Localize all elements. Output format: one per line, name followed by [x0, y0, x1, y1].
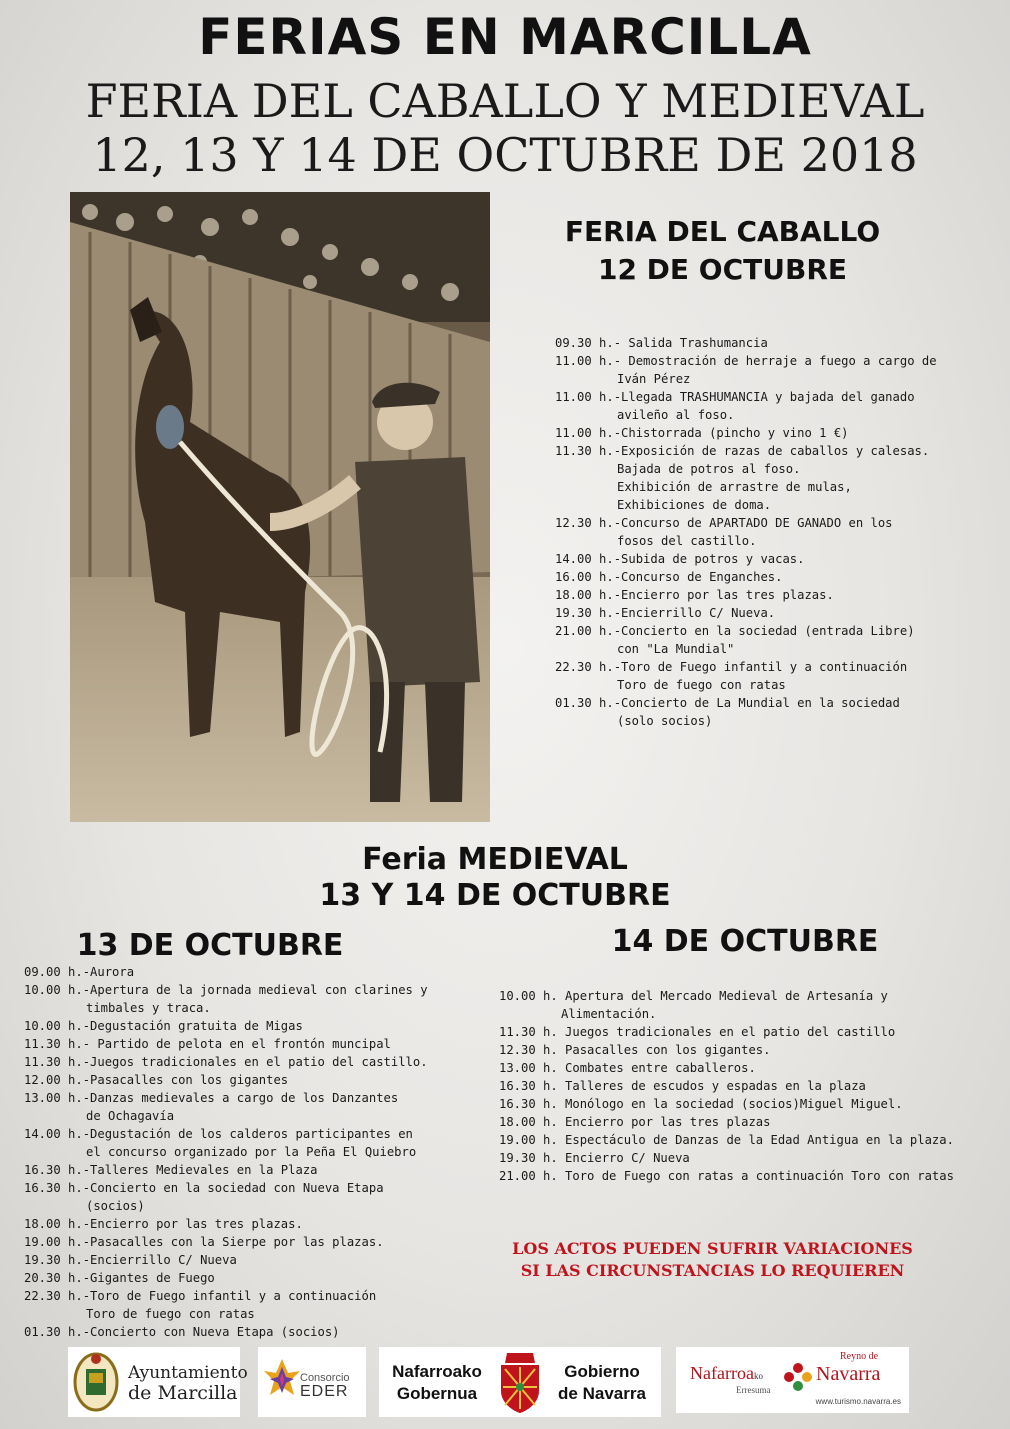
list-item: 13.00 h.-Danzas medievales a cargo de los Danzantes: [24, 1091, 399, 1105]
list-item: 13.00 h. Combates entre caballeros.: [499, 1061, 756, 1075]
logo-consorcio-eder: [258, 1347, 366, 1417]
list-item: 16.30 h.-Concierto en la sociedad con Nueva Etapa: [24, 1181, 384, 1195]
list-item: Toro de fuego con ratas: [86, 1307, 255, 1321]
day14-title: 14 DE OCTUBRE: [611, 924, 879, 959]
list-item: 11.00 h.- Demostración de herraje a fuego a cargo de: [555, 354, 937, 368]
gob-left-1: Nafarroako: [392, 1362, 482, 1381]
list-item: 22.30 h.-Toro de Fuego infantil y a continuación: [24, 1289, 377, 1303]
reyno-top: Reyno de: [839, 1351, 879, 1362]
day13-title: 13 DE OCTUBRE: [76, 928, 344, 963]
nafarroa-small: ko: [753, 1371, 763, 1381]
list-item: 16.30 h. Talleres de escudos y espadas en la plaza: [499, 1079, 866, 1093]
logo-ayuntamiento-marcilla: [68, 1347, 248, 1417]
eder-star-icon: [262, 1357, 302, 1397]
list-item: de Ochagavía: [86, 1109, 175, 1123]
list-item: 19.00 h. Espectáculo de Danzas de la Edad Antigua en la plaza.: [499, 1133, 954, 1147]
warning-line-2: SI LAS CIRCUNSTANCIAS LO REQUIEREN: [520, 1261, 905, 1280]
poster-subtitle: FERIA DEL CABALLO Y MEDIEVAL: [85, 74, 925, 128]
list-item: 16.00 h.-Concurso de Enganches.: [555, 570, 783, 584]
list-item: timbales y traca.: [86, 1001, 211, 1015]
poster-title: FERIAS EN MARCILLA: [198, 8, 812, 66]
horse-photo-illustration: [70, 192, 490, 822]
list-item: 10.00 h.-Degustación gratuita de Migas: [24, 1019, 303, 1033]
list-item: 19.30 h. Encierro C/ Nueva: [499, 1151, 690, 1165]
list-item: 11.30 h.-Exposición de razas de caballos y calesas.: [555, 444, 930, 458]
list-item: 01.30 h.-Concierto con Nueva Etapa (socios): [24, 1325, 340, 1339]
reyno-url: www.turismo.navarra.es: [815, 1397, 901, 1406]
horse-photo: [70, 192, 490, 822]
list-item: Alimentación.: [561, 1007, 657, 1021]
list-item: Bajada de potros al foso.: [617, 462, 801, 476]
gob-right-1: Gobierno: [564, 1362, 640, 1381]
list-item: Exhibición de arrastre de mulas,: [617, 480, 852, 494]
reyno-flower-icon: [784, 1363, 812, 1391]
list-item: 21.00 h. Toro de Fuego con ratas a continuación Toro con ratas: [499, 1169, 954, 1183]
logo-gobierno-navarra: [379, 1347, 661, 1417]
list-item: el concurso organizado por la Peña El Quiebro: [86, 1145, 417, 1159]
list-item: 11.00 h.-Chistorrada (pincho y vino 1 €): [555, 426, 849, 440]
list-item: Exhibiciones de doma.: [617, 498, 772, 512]
caballo-date: 12 DE OCTUBRE: [597, 253, 848, 286]
gob-right-2: de Navarra: [558, 1384, 646, 1403]
list-item: 09.00 h.-Aurora: [24, 965, 135, 979]
list-item: con "La Mundial": [617, 642, 735, 656]
day14-schedule: [499, 987, 989, 1185]
list-item: 19.30 h.-Encierrillo C/ Nueva: [24, 1253, 237, 1267]
caballo-title: FERIA DEL CABALLO: [564, 215, 881, 248]
list-item: 18.00 h. Encierro por las tres plazas: [499, 1115, 771, 1129]
list-item: 11.30 h. Juegos tradicionales en el patio del castillo: [499, 1025, 896, 1039]
list-item: 18.00 h.-Encierro por las tres plazas.: [555, 588, 834, 602]
poster-dates: 12, 13 Y 14 DE OCTUBRE DE 2018: [92, 128, 918, 182]
list-item: 11.30 h.- Partido de pelota en el frontón muncipal: [24, 1037, 391, 1051]
list-item: 11.00 h.-Llegada TRASHUMANCIA y bajada del ganado: [555, 390, 915, 404]
list-item: 22.30 h.-Toro de Fuego infantil y a continuación: [555, 660, 908, 674]
list-item: 12.00 h.-Pasacalles con los gigantes: [24, 1073, 289, 1087]
list-item: Iván Pérez: [617, 372, 691, 386]
list-item: 14.00 h.-Degustación de los calderos participantes en: [24, 1127, 413, 1141]
list-item: 20.30 h.-Gigantes de Fuego: [24, 1271, 215, 1285]
marcilla-line-1: Ayuntamiento: [128, 1363, 248, 1383]
nafarroa-sub: Erresuma: [736, 1385, 771, 1395]
list-item: avileño al foso.: [617, 408, 735, 422]
gob-left-2: Gobernua: [396, 1384, 478, 1403]
list-item: 01.30 h.-Concierto de La Mundial en la sociedad: [555, 696, 900, 710]
list-item: 12.30 h.-Concurso de APARTADO DE GANADO en los: [555, 516, 893, 530]
marcilla-crest-icon: [72, 1351, 120, 1413]
list-item: 12.30 h. Pasacalles con los gigantes.: [499, 1043, 771, 1057]
list-item: 14.00 h.-Subida de potros y vacas.: [555, 552, 805, 566]
list-item: 10.00 h. Apertura del Mercado Medieval de Artesanía y: [499, 989, 888, 1003]
eder-line-1: Consorcio: [300, 1372, 350, 1384]
list-item: 21.00 h.-Concierto en la sociedad (entrada Libre): [555, 624, 915, 638]
list-item: 11.30 h.-Juegos tradicionales en el patio del castillo.: [24, 1055, 428, 1069]
caballo-schedule: [555, 334, 975, 730]
list-item: 19.00 h.-Pasacalles con la Sierpe por las plazas.: [24, 1235, 384, 1249]
list-item: 16.30 h. Monólogo en la sociedad (socios)Miguel Miguel.: [499, 1097, 903, 1111]
list-item: (socios): [86, 1199, 145, 1213]
nafarroa-main: Nafarroa: [690, 1363, 754, 1383]
list-item: 16.30 h.-Talleres Medievales en la Plaza: [24, 1163, 318, 1177]
reyno-main: Navarra: [816, 1363, 881, 1385]
list-item: 10.00 h.-Apertura de la jornada medieval con clarines y: [24, 983, 428, 997]
list-item: (solo socios): [617, 714, 713, 728]
medieval-date: 13 Y 14 DE OCTUBRE: [319, 878, 671, 913]
list-item: 09.30 h.- Salida Trashumancia: [555, 336, 768, 350]
eder-line-2: EDER: [300, 1383, 349, 1400]
day13-schedule: [24, 963, 494, 1341]
list-item: Toro de fuego con ratas: [617, 678, 786, 692]
list-item: fosos del castillo.: [617, 534, 757, 548]
warning-notice: [500, 1238, 925, 1282]
list-item: 19.30 h.-Encierrillo C/ Nueva.: [555, 606, 776, 620]
warning-line-1: LOS ACTOS PUEDEN SUFRIR VARIACIONES: [512, 1239, 913, 1258]
navarra-coat-of-arms-icon: [497, 1349, 543, 1415]
list-item: 18.00 h.-Encierro por las tres plazas.: [24, 1217, 303, 1231]
marcilla-line-2: de Marcilla: [128, 1382, 238, 1404]
medieval-title: Feria MEDIEVAL: [362, 842, 628, 877]
logo-reyno-navarra: [676, 1347, 909, 1413]
